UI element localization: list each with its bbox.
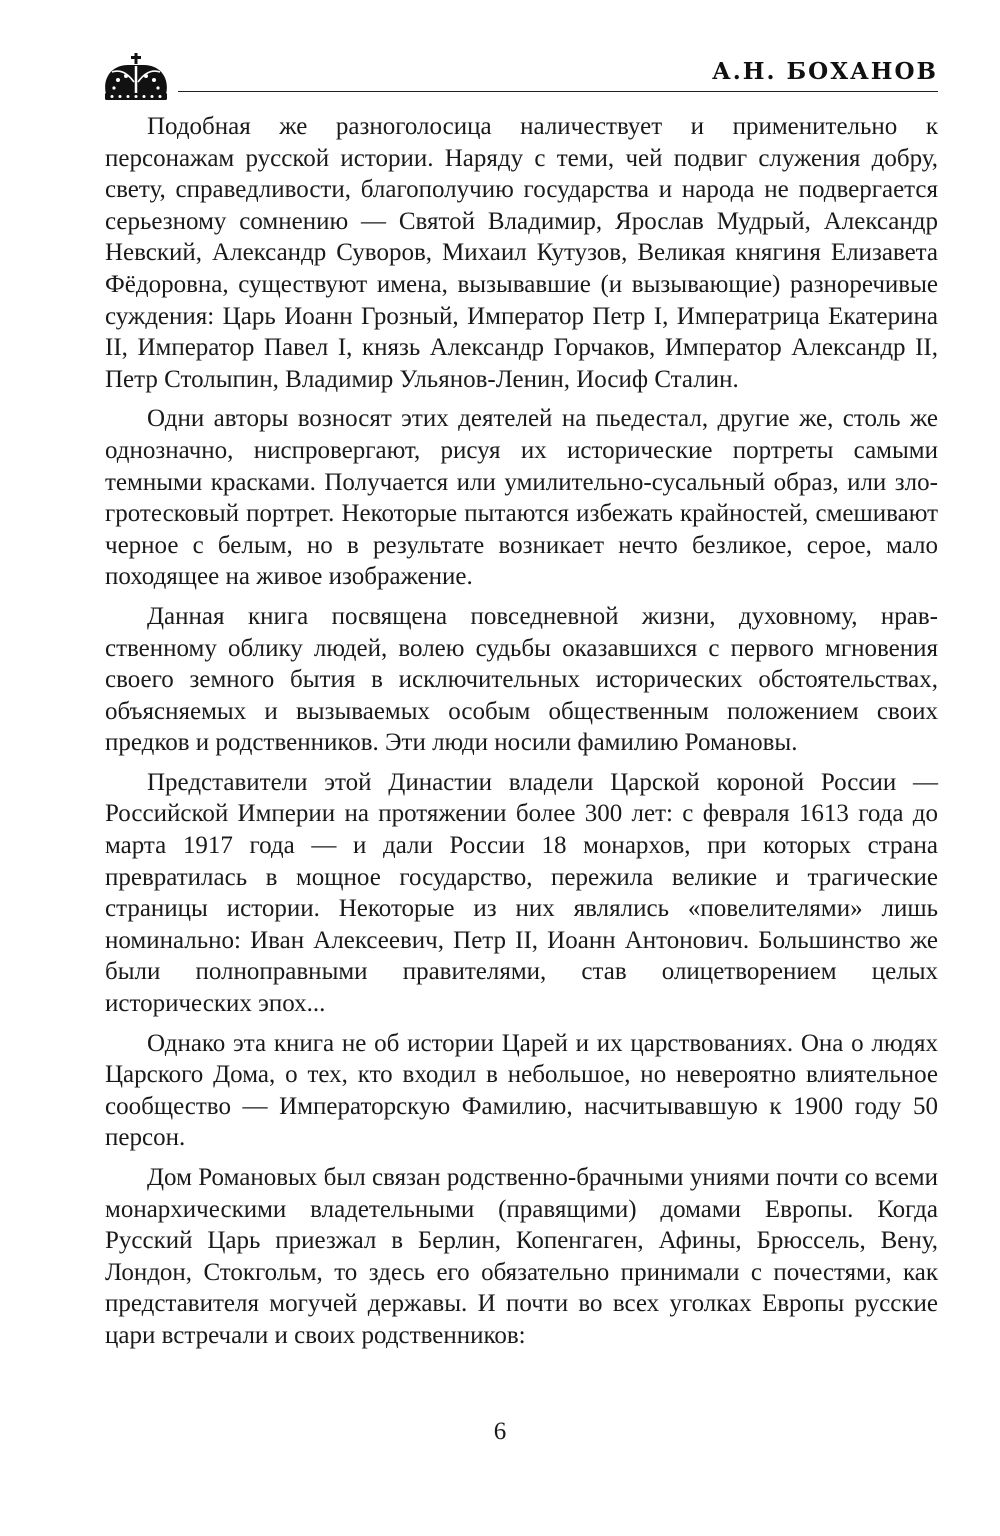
author-name: А.Н. БОХАНОВ: [712, 58, 938, 85]
paragraph: Однако эта книга не об истории Царей и их царствованиях. Она о людях Царского Дома, о тех, кто входил в небольшое, но невероятно влиятельное сообщество — Императорскую Фамилию, насчитывавшую к 1900 году 50 персон.: [105, 1029, 938, 1152]
paragraph: Подобная же разноголосица наличествует и применительно к персонажам русской истории. Наряду с теми, чей подвиг служения добру, свету, справедливости, благополучию государства и народа не подвергается серьезному сомнению — Святой Владимир, Ярослав Мудрый, Александр Невский, Александр Суворов, Михаил Кутузов, Великая княгиня Елизавета Фёдоровна, существуют имена, вызывавшие (и вызывающие) разноречивые суждения: Царь Иоанн Грозный, Император Петр I, Императрица Екатерина II, Император Павел I, князь Александр Горчаков, Император Александр II, Петр Столыпин, Владимир Ульянов-Ленин, Иосиф Сталин.: [105, 113, 938, 393]
paragraph: Представители этой Династии владели Царской короной России — Российской Империи на протяжении более 300 лет: с февраля 1613 года до марта 1917 года — и дали России 18 монархов, при которых страна превратилась в мощное государство, пережила великие и трагические страницы истории. Некоторые из них являлись «повелителями» лишь номинально: Иван Алексеевич, Петр II, Иоанн Антонович. Большинство же были полноправными правителями, став олицетворением целых исторических эпох...: [105, 768, 938, 1018]
paragraph: Дом Романовых был связан родственно-брачными униями почти со всеми монархическими владетельными (правящими) домами Европы. Когда Русский Царь приезжал в Берлин, Копенгаген, Афины, Брюссель, Вену, Лондон, Стокгольм, то здесь его обязательно принимали с почестями, как представителя могучей державы. И почти во всех уголках Европы русские цари встречали и своих родственников:: [105, 1164, 938, 1349]
running-header: [100, 52, 938, 102]
header-rule: [178, 91, 938, 92]
page-number: 6: [493, 1418, 507, 1445]
paragraph: Данная книга посвящена повседневной жизни, духовному, нравственному облику людей, волею судьбы оказавшихся с первого мгновения своего земного бытия в исключительных исторических обстоятельствах, объясняемых и вызываемых особым общественным положением своих предков и родственников. Эти люди носили фамилию Романовы.: [105, 602, 938, 757]
imperial-crown-icon: [100, 52, 172, 102]
body-text: [105, 111, 938, 1360]
paragraph: Одни авторы возносят этих деятелей на пьедестал, другие же, столь же однозначно, ниспровергают, рисуя их исторические портреты самыми темными красками. Получается или умилительно-сусальный образ, или зло-гротесковый портрет. Некоторые пытаются избежать крайностей, смешивают черное с белым, но в результате возникает нечто безликое, серое, мало походящее на живое изображение.: [105, 405, 938, 591]
